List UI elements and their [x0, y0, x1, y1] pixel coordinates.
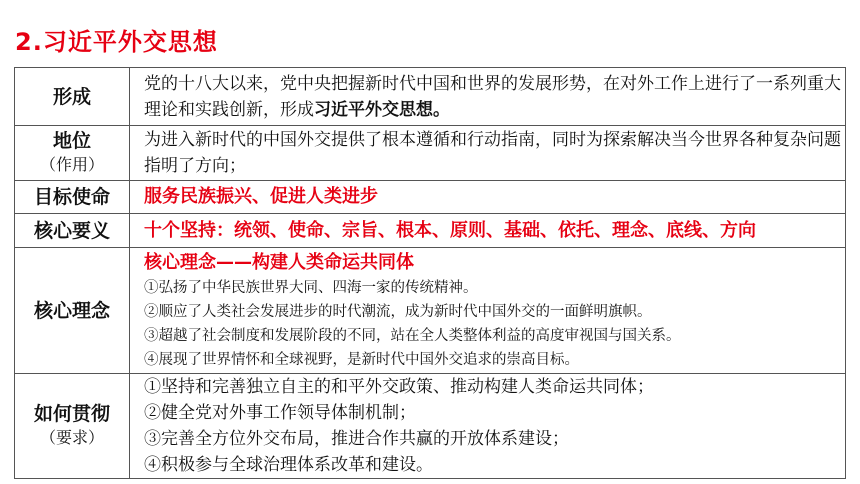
implementation-item: ②健全党对外事工作领导体制机制； — [144, 403, 416, 423]
core-meaning-text: 十个坚持：统领、使命、宗旨、根本、原则、基础、依托、理念、底线、方向 — [144, 219, 756, 241]
label-core-meaning: 核心要义 — [15, 214, 130, 248]
mission-text: 服务民族振兴、促进人类进步 — [144, 186, 378, 207]
row-core-idea — [15, 248, 846, 374]
implementation-item: ③完善全方位外交布局，推进合作共赢的开放体系建设； — [144, 429, 569, 449]
core-idea-item: ③超越了社会制度和发展阶段的不同，站在全人类整体利益的高度审视国与国关系。 — [144, 327, 681, 344]
label-status-sub: （作用） — [39, 155, 104, 174]
core-idea-heading: 核心理念——构建人类命运共同体 — [144, 251, 414, 273]
row-formation — [15, 68, 846, 126]
formation-text: 党的十八大以来，党中央把握新时代中国和世界的发展形势，在对外工作上进行了一系列重大理论和实践创新，形成 — [144, 73, 841, 120]
implementation-item: ④积极参与全球治理体系改革和建设。 — [144, 455, 433, 475]
formation-text-bold: 习近平外交思想。 — [314, 99, 450, 120]
content-formation — [130, 68, 846, 126]
content-core-meaning — [130, 214, 846, 248]
core-idea-item: ②顺应了人类社会发展进步的时代潮流，成为新时代中国外交的一面鲜明旗帜。 — [144, 303, 652, 320]
content-status: 为进入新时代的中国外交提供了根本遵循和行动指南，同时为探索解决当今世界各种复杂问题指明了方向； — [130, 126, 846, 181]
core-idea-item: ④展现了世界情怀和全球视野，是新时代中国外交追求的崇高目标。 — [144, 351, 579, 368]
label-implementation-main: 如何贯彻 — [33, 403, 110, 425]
label-status-main: 地位 — [52, 130, 91, 152]
implementation-item: ①坚持和完善独立自主的和平外交政策、推动构建人类命运共同体； — [144, 377, 654, 397]
label-implementation — [15, 374, 130, 479]
content-implementation — [130, 374, 846, 479]
page-title: 2.习近平外交思想 — [15, 28, 218, 56]
label-formation: 形成 — [15, 68, 130, 126]
row-status — [15, 126, 846, 181]
core-idea-item: ①弘扬了中华民族世界大同、四海一家的传统精神。 — [144, 279, 478, 296]
label-status — [15, 126, 130, 181]
content-mission — [130, 181, 846, 214]
content-table — [14, 67, 846, 479]
row-mission — [15, 181, 846, 214]
label-mission: 目标使命 — [15, 181, 130, 214]
label-core-idea: 核心理念 — [15, 248, 130, 374]
label-implementation-sub: （要求） — [39, 428, 104, 447]
row-core-meaning — [15, 214, 846, 248]
row-implementation — [15, 374, 846, 479]
content-core-idea — [130, 248, 846, 374]
